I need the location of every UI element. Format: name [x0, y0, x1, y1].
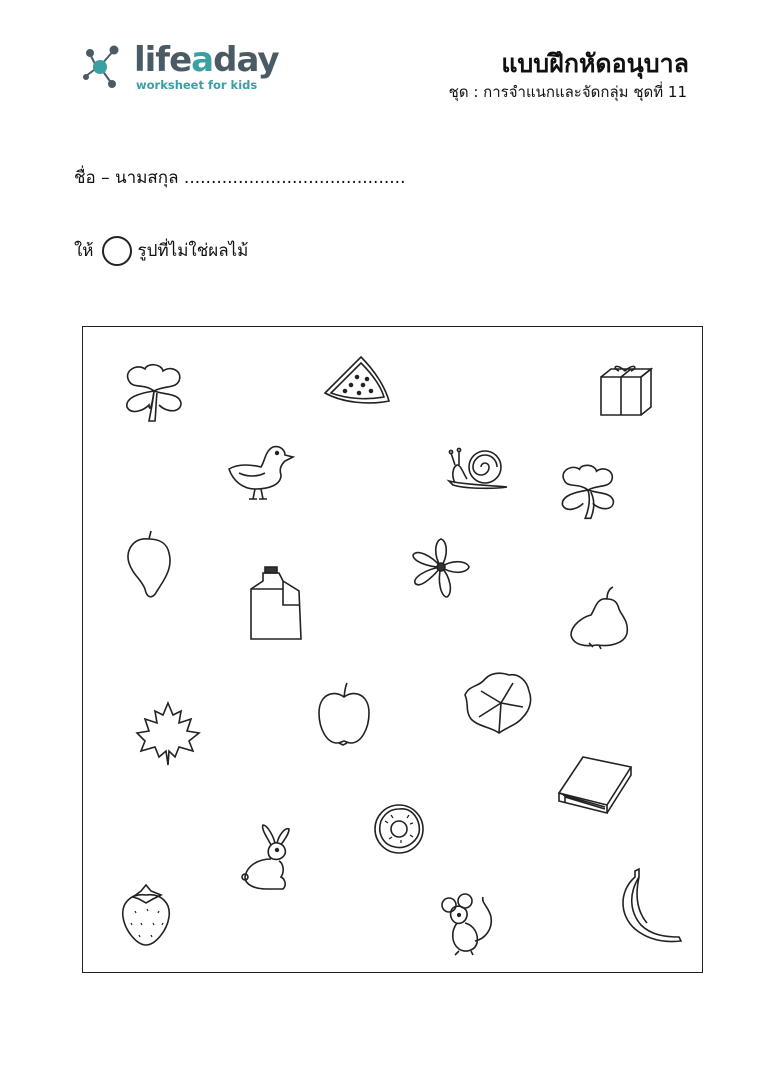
apple-icon[interactable] — [315, 681, 373, 747]
logo-wordmark: lifeaday — [134, 40, 279, 80]
grape-leaf-icon[interactable] — [463, 667, 535, 739]
circle-symbol-icon — [102, 236, 132, 266]
student-name-field[interactable]: ชื่อ – นามสกุล ......................................... — [74, 168, 406, 188]
donut-icon[interactable] — [373, 803, 425, 855]
instruction-before: ให้ — [74, 241, 94, 261]
clover-icon[interactable] — [119, 361, 189, 423]
instruction — [74, 236, 248, 266]
maple-leaf-icon[interactable] — [135, 701, 201, 767]
strawberry-icon[interactable] — [119, 883, 173, 947]
page-title: แบบฝึกหัดอนุบาล — [501, 49, 689, 78]
molecule-logo-icon — [82, 40, 132, 90]
logo-tagline: worksheet for kids — [136, 78, 258, 92]
rabbit-icon[interactable] — [241, 823, 301, 891]
mouse-icon[interactable] — [439, 893, 499, 955]
watermelon-icon[interactable] — [321, 351, 393, 411]
flower-icon[interactable] — [409, 537, 473, 601]
picture-box — [82, 326, 703, 973]
snail-icon[interactable] — [445, 445, 511, 491]
rose-apple-icon[interactable] — [567, 587, 631, 649]
brand-logo — [82, 38, 282, 98]
gift-box-icon[interactable] — [597, 363, 653, 419]
milk-jug-icon[interactable] — [249, 565, 303, 641]
book-icon[interactable] — [555, 755, 635, 815]
clover-icon[interactable] — [555, 461, 621, 521]
banana-icon[interactable] — [615, 867, 683, 943]
duck-icon[interactable] — [225, 443, 295, 501]
mango-icon[interactable] — [123, 527, 175, 601]
page-subtitle: ชุด : การจำแนกและจัดกลุ่ม ชุดที่ 11 — [448, 83, 687, 101]
instruction-after: รูปที่ไม่ใช่ผลไม้ — [137, 241, 249, 261]
